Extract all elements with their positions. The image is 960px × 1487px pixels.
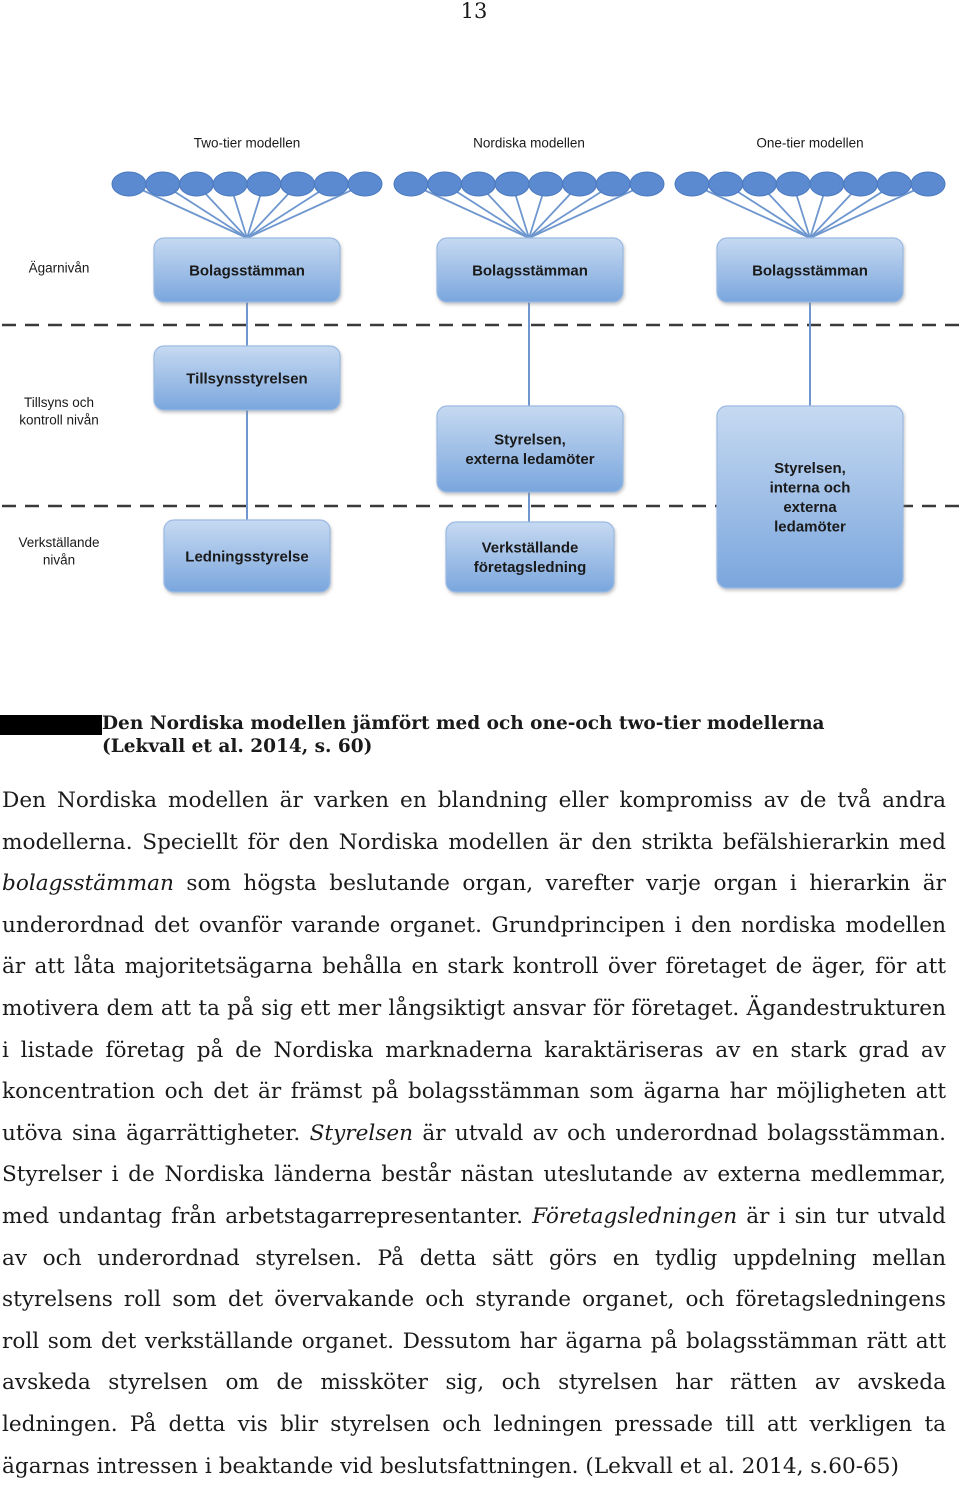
body-text-a: Den Nordiska modellen är varken en blandning eller kompromiss av de två andra modellerna. Speciellt för den Nordiska modellen är den strikta befälshierarkin med bbox=[2, 788, 946, 855]
owner-oval bbox=[596, 172, 630, 196]
owner-oval bbox=[112, 172, 146, 196]
body-text-d: är i sin tur utvald av och underordnad styrelsen. På detta sätt görs en tydlig uppdelning mellan styrelsens roll som det övervakande och styrande organet, och företagsledningens roll som det verkställande organet. Dessutom har ägarna på bolagsstämman rätt att avskeda styrelsen om de missköter sig, och styrelsen har rätten av avskeda ledningen. På detta vis blir styrelsen och ledningen pressade till att verkligen ta ägarnas intressen i beaktande vid beslutsfattningen. (Lekvall et al. 2014, s.60-65) bbox=[2, 1203, 946, 1479]
owner-oval bbox=[877, 172, 911, 196]
level-label-2: Tillsyns och kontroll nivån bbox=[19, 394, 99, 428]
owner-oval bbox=[529, 172, 563, 196]
level-label-1: Ägarnivån bbox=[28, 260, 90, 276]
org-box bbox=[446, 522, 614, 592]
owner-oval bbox=[630, 172, 664, 196]
org-box-label: Bolagsstämman bbox=[189, 262, 305, 280]
figure-citation: (Lekvall et al. 2014, s. 60) bbox=[102, 736, 373, 757]
org-box-label: Verkställande företagsledning bbox=[473, 539, 587, 576]
org-box bbox=[437, 406, 623, 492]
org-box-label: Ledningsstyrelse bbox=[185, 548, 309, 566]
body-text-b: som högsta beslutande organ, varefter varje organ i hierarkin är underordnad det ovanför varande organet. Grundprincipen i den nordiska modellen är att låta majoritetsägarna behålla en stark kontroll över företaget de äger, för att motivera dem att ta på sig ett mer långsiktigt ansvar för företaget. Ägandestrukturen i listade företag på de Nordiska marknaderna karaktäriseras av en stark grad av koncentration och det är främst på bolagsstämman som ägarna har möjligheten att utöva sina ägarrättigheter. bbox=[2, 871, 946, 1146]
owner-oval bbox=[563, 172, 597, 196]
owner-oval bbox=[146, 172, 180, 196]
model-title-3: One-tier modellen bbox=[756, 135, 864, 151]
model-title-1: Two-tier modellen bbox=[193, 135, 301, 151]
org-box-label: Styrelsen, externa ledamöter bbox=[465, 431, 595, 468]
body-emphasis-styrelsen: Styrelsen bbox=[309, 1120, 414, 1146]
figure-caption: Den Nordiska modellen jämfört med och one-och two-tier modellerna bbox=[102, 713, 825, 734]
body-text-c: är utvald av och underordnad bolagsstämman. Styrelser i de Nordiska länderna består nästan uteslutande av externa medlemmar, med undantag från arbetstagarrepresentanter. bbox=[2, 1120, 946, 1229]
owner-oval bbox=[709, 172, 743, 196]
governance-models-diagram bbox=[0, 120, 960, 600]
owner-oval bbox=[213, 172, 247, 196]
org-box-label: Bolagsstämman bbox=[752, 262, 868, 280]
org-box-label: Tillsynsstyrelsen bbox=[186, 370, 308, 388]
owner-oval bbox=[314, 172, 348, 196]
body-paragraph bbox=[2, 780, 946, 1487]
owner-oval bbox=[495, 172, 529, 196]
owner-oval bbox=[348, 172, 382, 196]
org-box-label: Styrelsen, interna och externa ledamöter bbox=[769, 460, 851, 536]
body-emphasis-bolagsstamman: bolagsstämman bbox=[2, 871, 174, 897]
owner-oval bbox=[281, 172, 315, 196]
org-box-label: Bolagsstämman bbox=[472, 262, 588, 280]
model-title-2: Nordiska modellen bbox=[473, 135, 585, 151]
owner-oval bbox=[394, 172, 428, 196]
owner-oval bbox=[776, 172, 810, 196]
org-box bbox=[717, 406, 903, 588]
owner-oval bbox=[179, 172, 213, 196]
page-number: 13 bbox=[460, 0, 488, 23]
level-label-3: Verkställande nivån bbox=[18, 534, 100, 568]
owner-oval bbox=[844, 172, 878, 196]
owner-oval bbox=[742, 172, 776, 196]
owner-oval bbox=[810, 172, 844, 196]
owner-oval bbox=[428, 172, 462, 196]
owner-oval bbox=[911, 172, 945, 196]
body-emphasis-foretagsledningen: Företagsledningen bbox=[532, 1203, 738, 1229]
redacted-label bbox=[0, 715, 102, 735]
owner-oval bbox=[247, 172, 281, 196]
owner-oval bbox=[675, 172, 709, 196]
owner-oval bbox=[461, 172, 495, 196]
